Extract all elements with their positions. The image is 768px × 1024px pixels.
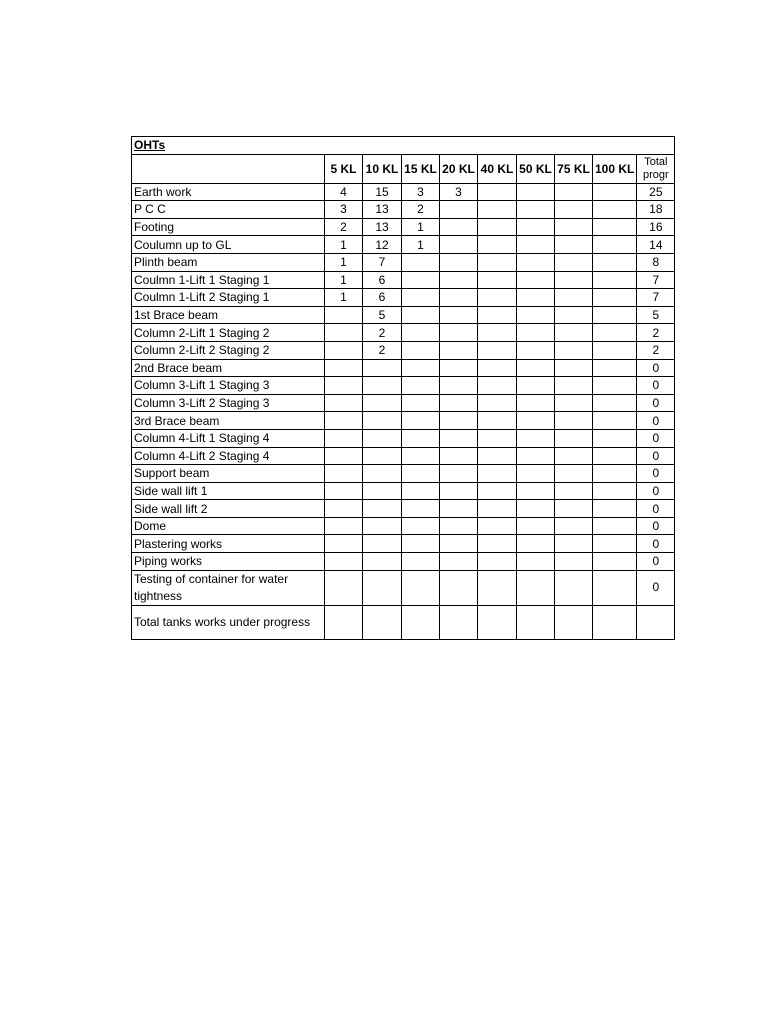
- row-label: Footing: [132, 218, 325, 236]
- table-cell: 3: [440, 183, 478, 201]
- row-label: 2nd Brace beam: [132, 359, 325, 377]
- table-cell: [402, 306, 440, 324]
- row-label: Side wall lift 1: [132, 482, 325, 500]
- row-label: Piping works: [132, 553, 325, 571]
- table-cell: [555, 465, 593, 483]
- table-cell: [555, 553, 593, 571]
- oht-progress-table: [131, 136, 675, 640]
- table-cell: [440, 253, 478, 271]
- table-row: [132, 482, 675, 500]
- table-cell: [363, 394, 402, 412]
- table-cell: [325, 394, 363, 412]
- table-row: [132, 377, 675, 395]
- table-cell: [593, 605, 637, 639]
- table-cell: [440, 412, 478, 430]
- row-label: Earth work: [132, 183, 325, 201]
- table-cell: [555, 271, 593, 289]
- table-cell: [517, 447, 555, 465]
- table-cell: [363, 359, 402, 377]
- table-cell: [440, 271, 478, 289]
- row-label: Column 4-Lift 2 Staging 4: [132, 447, 325, 465]
- row-label: Column 3-Lift 2 Staging 3: [132, 394, 325, 412]
- table-cell: [555, 394, 593, 412]
- table-row: [132, 605, 675, 639]
- table-row: [132, 412, 675, 430]
- table-cell: [402, 429, 440, 447]
- table-cell: [517, 306, 555, 324]
- row-total: 18: [637, 201, 675, 219]
- table-cell: [593, 201, 637, 219]
- table-cell: [555, 482, 593, 500]
- table-row: [132, 271, 675, 289]
- table-cell: [325, 341, 363, 359]
- table-cell: [363, 447, 402, 465]
- sheet-title: OHTs: [132, 137, 675, 155]
- table-cell: [593, 447, 637, 465]
- table-cell: [517, 500, 555, 518]
- table-cell: [478, 341, 517, 359]
- table-cell: [517, 218, 555, 236]
- table-cell: 3: [402, 183, 440, 201]
- table-cell: [478, 429, 517, 447]
- table-cell: [440, 201, 478, 219]
- table-cell: [478, 394, 517, 412]
- row-label: Plinth beam: [132, 253, 325, 271]
- table-cell: [478, 553, 517, 571]
- table-cell: [440, 429, 478, 447]
- table-cell: [402, 447, 440, 465]
- row-label: Total tanks works under progress: [132, 605, 325, 639]
- table-cell: [478, 183, 517, 201]
- table-cell: [555, 236, 593, 254]
- table-cell: [555, 201, 593, 219]
- row-total: 8: [637, 253, 675, 271]
- table-cell: [593, 324, 637, 342]
- table-cell: [478, 465, 517, 483]
- table-cell: [402, 289, 440, 307]
- row-label: Side wall lift 2: [132, 500, 325, 518]
- table-cell: [478, 236, 517, 254]
- row-label: Column 4-Lift 1 Staging 4: [132, 429, 325, 447]
- table-cell: [517, 271, 555, 289]
- table-row: [132, 517, 675, 535]
- table-cell: [555, 377, 593, 395]
- table-cell: [325, 377, 363, 395]
- table-cell: 2: [363, 341, 402, 359]
- table-cell: [363, 377, 402, 395]
- row-label: Coulumn up to GL: [132, 236, 325, 254]
- table-cell: [440, 394, 478, 412]
- table-cell: [440, 605, 478, 639]
- table-row: [132, 341, 675, 359]
- table-cell: [517, 341, 555, 359]
- table-cell: [517, 553, 555, 571]
- row-total: 0: [637, 465, 675, 483]
- table-cell: [402, 377, 440, 395]
- table-row: [132, 324, 675, 342]
- table-cell: [440, 447, 478, 465]
- table-cell: [402, 359, 440, 377]
- table-cell: [593, 377, 637, 395]
- table-row: [132, 465, 675, 483]
- row-total: 0: [637, 553, 675, 571]
- table-cell: [593, 289, 637, 307]
- row-total: 0: [637, 412, 675, 430]
- table-cell: [363, 412, 402, 430]
- table-cell: [517, 465, 555, 483]
- table-cell: [517, 412, 555, 430]
- table-cell: [402, 394, 440, 412]
- table-cell: 2: [325, 218, 363, 236]
- table-cell: [440, 359, 478, 377]
- table-row: [132, 236, 675, 254]
- table-cell: 15: [363, 183, 402, 201]
- row-label: Dome: [132, 517, 325, 535]
- table-cell: [402, 271, 440, 289]
- table-cell: [517, 517, 555, 535]
- table-cell: [593, 359, 637, 377]
- table-cell: [555, 535, 593, 553]
- table-cell: [440, 517, 478, 535]
- table-row: [132, 253, 675, 271]
- table-cell: [517, 482, 555, 500]
- row-label: P C C: [132, 201, 325, 219]
- row-label: Support beam: [132, 465, 325, 483]
- table-row: [132, 553, 675, 571]
- table-cell: 12: [363, 236, 402, 254]
- table-cell: 1: [402, 218, 440, 236]
- table-cell: [363, 535, 402, 553]
- table-cell: [593, 236, 637, 254]
- table-cell: [593, 218, 637, 236]
- table-cell: [402, 535, 440, 553]
- table-cell: [555, 570, 593, 605]
- row-total: 0: [637, 394, 675, 412]
- table-cell: [440, 535, 478, 553]
- table-cell: [325, 306, 363, 324]
- row-label: Column 3-Lift 1 Staging 3: [132, 377, 325, 395]
- table-cell: [402, 341, 440, 359]
- table-row: [132, 447, 675, 465]
- table-cell: [478, 570, 517, 605]
- table-cell: [555, 253, 593, 271]
- table-cell: [593, 429, 637, 447]
- row-total: 7: [637, 289, 675, 307]
- table-cell: [593, 412, 637, 430]
- table-cell: [593, 500, 637, 518]
- table-cell: [325, 500, 363, 518]
- table-cell: [325, 429, 363, 447]
- table-cell: [325, 517, 363, 535]
- table-cell: [325, 535, 363, 553]
- table-cell: 2: [402, 201, 440, 219]
- row-label: 3rd Brace beam: [132, 412, 325, 430]
- table-cell: 1: [325, 236, 363, 254]
- table-cell: [402, 412, 440, 430]
- table-cell: [593, 341, 637, 359]
- table-row: [132, 359, 675, 377]
- table-cell: 6: [363, 271, 402, 289]
- column-header: 15 KL: [402, 154, 440, 183]
- table-cell: [555, 324, 593, 342]
- table-cell: [555, 341, 593, 359]
- row-total: 2: [637, 324, 675, 342]
- table-cell: [555, 306, 593, 324]
- table-cell: 6: [363, 289, 402, 307]
- column-header: 100 KL: [593, 154, 637, 183]
- table-cell: [325, 412, 363, 430]
- table-cell: [325, 482, 363, 500]
- column-header: 20 KL: [440, 154, 478, 183]
- row-label: Column 2-Lift 1 Staging 2: [132, 324, 325, 342]
- table-cell: [363, 429, 402, 447]
- table-cell: [517, 429, 555, 447]
- table-cell: [440, 553, 478, 571]
- table-cell: [440, 236, 478, 254]
- table-cell: [440, 218, 478, 236]
- table-cell: [555, 218, 593, 236]
- column-header: 5 KL: [325, 154, 363, 183]
- row-total: 0: [637, 570, 675, 605]
- table-cell: [555, 183, 593, 201]
- row-total: 2: [637, 341, 675, 359]
- table-cell: [440, 306, 478, 324]
- table-cell: [517, 605, 555, 639]
- table-cell: [440, 570, 478, 605]
- table-cell: [478, 289, 517, 307]
- table-cell: [593, 183, 637, 201]
- table-cell: 4: [325, 183, 363, 201]
- table-cell: [517, 377, 555, 395]
- table-cell: [402, 553, 440, 571]
- table-cell: 1: [325, 289, 363, 307]
- table-cell: [478, 412, 517, 430]
- table-cell: [478, 306, 517, 324]
- table-row: [132, 201, 675, 219]
- table-cell: [440, 377, 478, 395]
- table-cell: [517, 183, 555, 201]
- table-cell: [478, 253, 517, 271]
- table-cell: [517, 289, 555, 307]
- row-label: Testing of container for water tightness: [132, 570, 325, 605]
- table-cell: [593, 553, 637, 571]
- table-cell: [440, 324, 478, 342]
- table-cell: [402, 482, 440, 500]
- row-total: 0: [637, 482, 675, 500]
- header-row: [132, 154, 675, 183]
- table-cell: [402, 324, 440, 342]
- table-cell: [402, 253, 440, 271]
- table-cell: [593, 394, 637, 412]
- table-cell: [402, 517, 440, 535]
- table-row: [132, 394, 675, 412]
- table-cell: [478, 218, 517, 236]
- table-cell: [593, 253, 637, 271]
- row-total: 0: [637, 517, 675, 535]
- table-cell: [593, 570, 637, 605]
- row-label: Coulmn 1-Lift 1 Staging 1: [132, 271, 325, 289]
- table-cell: [363, 553, 402, 571]
- table-cell: [555, 359, 593, 377]
- table-row: [132, 218, 675, 236]
- table-cell: 1: [325, 271, 363, 289]
- row-total: 0: [637, 535, 675, 553]
- table-cell: [593, 535, 637, 553]
- table-cell: [325, 324, 363, 342]
- column-header: 75 KL: [555, 154, 593, 183]
- table-cell: [478, 324, 517, 342]
- table-cell: [402, 465, 440, 483]
- table-cell: [478, 517, 517, 535]
- table-cell: [478, 535, 517, 553]
- row-total: 25: [637, 183, 675, 201]
- table-cell: [478, 271, 517, 289]
- table-row: [132, 570, 675, 605]
- table-cell: [478, 500, 517, 518]
- table-cell: 13: [363, 201, 402, 219]
- table-cell: [593, 465, 637, 483]
- table-cell: [440, 465, 478, 483]
- table-cell: [555, 447, 593, 465]
- table-cell: [517, 359, 555, 377]
- table-cell: [325, 570, 363, 605]
- header-blank-cell: [132, 154, 325, 183]
- table-cell: [517, 236, 555, 254]
- table-cell: [593, 271, 637, 289]
- table-cell: [517, 324, 555, 342]
- row-total: 0: [637, 429, 675, 447]
- table-cell: 2: [363, 324, 402, 342]
- table-cell: [440, 341, 478, 359]
- column-header: 40 KL: [478, 154, 517, 183]
- row-total: 0: [637, 377, 675, 395]
- table-cell: 5: [363, 306, 402, 324]
- table-cell: [517, 535, 555, 553]
- table-cell: [593, 306, 637, 324]
- row-total: 7: [637, 271, 675, 289]
- table-cell: [402, 500, 440, 518]
- table-row: [132, 500, 675, 518]
- row-label: Coulmn 1-Lift 2 Staging 1: [132, 289, 325, 307]
- total-header: Total progr: [637, 154, 675, 183]
- table-cell: [555, 605, 593, 639]
- table-cell: [517, 570, 555, 605]
- column-header: 10 KL: [363, 154, 402, 183]
- row-total: 0: [637, 447, 675, 465]
- table-cell: [555, 429, 593, 447]
- table-cell: [555, 412, 593, 430]
- table-cell: [478, 605, 517, 639]
- table-cell: [517, 253, 555, 271]
- table-row: [132, 183, 675, 201]
- table-cell: 7: [363, 253, 402, 271]
- table-row: [132, 289, 675, 307]
- table-cell: [555, 500, 593, 518]
- table-cell: [363, 517, 402, 535]
- table-cell: [517, 201, 555, 219]
- table-cell: [517, 394, 555, 412]
- table-row: [132, 306, 675, 324]
- table-cell: [325, 465, 363, 483]
- table-cell: [478, 447, 517, 465]
- row-label: 1st Brace beam: [132, 306, 325, 324]
- row-total: 5: [637, 306, 675, 324]
- table-cell: [478, 377, 517, 395]
- table-cell: [325, 605, 363, 639]
- title-row: [132, 137, 675, 155]
- row-total: 16: [637, 218, 675, 236]
- row-total: 14: [637, 236, 675, 254]
- table-cell: [555, 289, 593, 307]
- row-total: 0: [637, 359, 675, 377]
- table-cell: [440, 289, 478, 307]
- table-cell: [593, 517, 637, 535]
- table-cell: 1: [402, 236, 440, 254]
- table-cell: [363, 465, 402, 483]
- table-cell: 1: [325, 253, 363, 271]
- row-total: 0: [637, 500, 675, 518]
- table-cell: [478, 482, 517, 500]
- table-row: [132, 535, 675, 553]
- table-cell: [593, 482, 637, 500]
- column-header: 50 KL: [517, 154, 555, 183]
- table-cell: [325, 359, 363, 377]
- table-cell: [363, 570, 402, 605]
- table-cell: [363, 605, 402, 639]
- table-cell: 13: [363, 218, 402, 236]
- table-cell: 3: [325, 201, 363, 219]
- table-cell: [440, 500, 478, 518]
- table-cell: [555, 517, 593, 535]
- table-cell: [363, 500, 402, 518]
- table-row: [132, 429, 675, 447]
- table-cell: [363, 482, 402, 500]
- table-cell: [402, 570, 440, 605]
- table-cell: [325, 447, 363, 465]
- table-cell: [440, 482, 478, 500]
- row-total: [637, 605, 675, 639]
- row-label: Plastering works: [132, 535, 325, 553]
- table-cell: [325, 553, 363, 571]
- table-cell: [402, 605, 440, 639]
- row-label: Column 2-Lift 2 Staging 2: [132, 341, 325, 359]
- table-cell: [478, 201, 517, 219]
- table-cell: [478, 359, 517, 377]
